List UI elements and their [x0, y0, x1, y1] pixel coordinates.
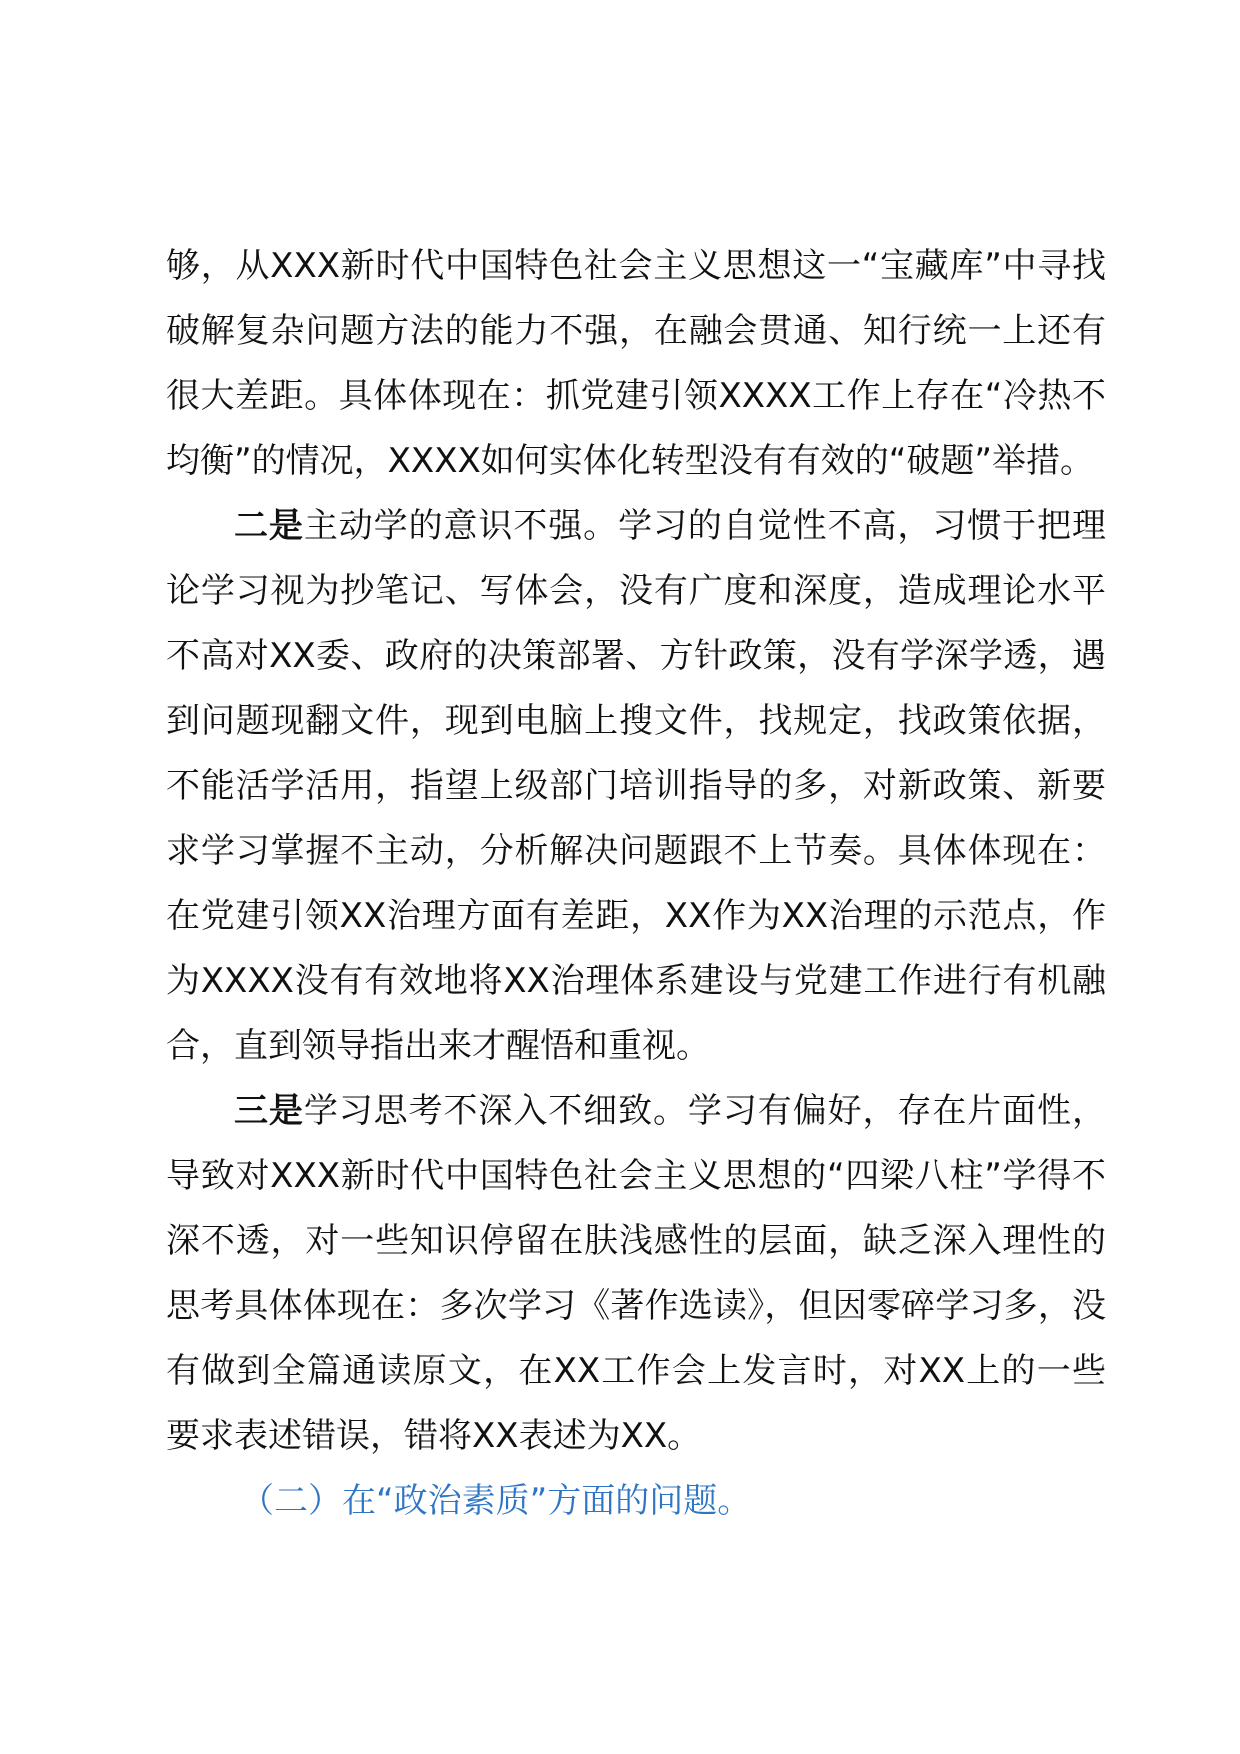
paragraph-lead: 三是	[234, 1091, 304, 1131]
paragraph-text: 学习思考不深入不细致。学习有偏好，存在片面性，导致对XXX新时代中国特色社会主义思想的“四梁八柱”学得不深不透，对一些知识停留在肤浅感性的层面，缺乏深入理性的思考具体体现在：多次学习《著作选读》，但因零碎学习多，没有做到全篇通读原文，在XX工作会上发言时，对XX上的一些要求表述错误，错将XX表述为XX。	[166, 1091, 1107, 1456]
document-body	[166, 234, 1106, 1534]
paragraph-continuation	[166, 234, 1106, 494]
paragraph-text: 够，从XXX新时代中国特色社会主义思想这一“宝藏库”中寻找破解复杂问题方法的能力不强，在融会贯通、知行统一上还有很大差距。具体体现在：抓党建引领XXXX工作上存在“冷热不均衡”的情况，XXXX如何实体化转型没有有效的“破题”举措。	[166, 246, 1106, 481]
paragraph-point-two	[166, 494, 1106, 1079]
paragraph-text: 主动学的意识不强。学习的自觉性不高，习惯于把理论学习视为抄笔记、写体会，没有广度和深度，造成理论水平不高对XX委、政府的决策部署、方针政策，没有学深学透，遇到问题现翻文件，现到电脑上搜文件，找规定，找政策依据，不能活学活用，指望上级部门培训指导的多，对新政策、新要求学习掌握不主动，分析解决问题跟不上节奏。具体体现在：在党建引领XX治理方面有差距，XX作为XX治理的示范点，作为XXXX没有有效地将XX治理体系建设与党建工作进行有机融合，直到领导指出来才醒悟和重视。	[166, 506, 1107, 1066]
section-heading: （二）在“政治素质”方面的问题。	[240, 1481, 752, 1521]
paragraph-lead: 二是	[234, 506, 304, 546]
paragraph-point-three	[166, 1079, 1106, 1469]
